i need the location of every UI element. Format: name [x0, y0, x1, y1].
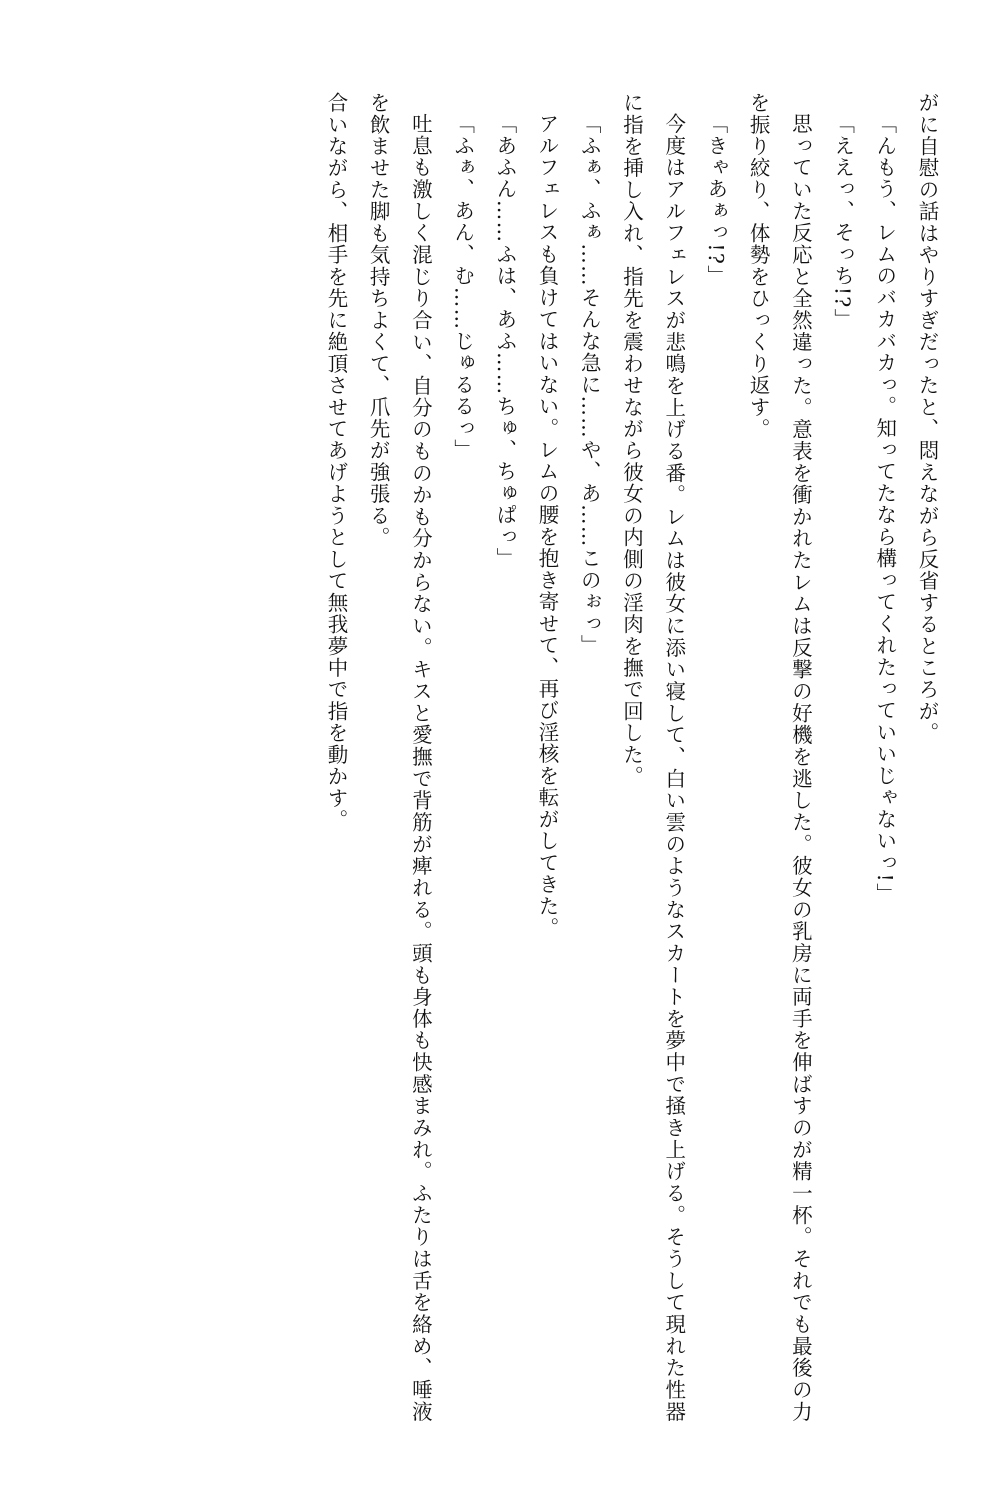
vertical-text-body — [48, 92, 948, 1422]
paragraph: 思っていた反応と全然違った。意表を衝かれたレムは反撃の好機を逃した。彼女の乳房に両手を伸ばすのが精一杯。それでも最後の力を振り絞り、体勢をひっくり返す。 — [746, 92, 813, 1422]
paragraph: アルフェレスも負けてはいない。レムの腰を抱き寄せて、再び淫核を転がしてきた。 — [535, 112, 560, 939]
paragraph: 合いながら、相手を先に絶頂させてあげようとして無我夢中で指を動かす。 — [323, 92, 348, 831]
paragraph: 「あふん……ふは、あふ……ちゅ、ちゅぱっ」 — [492, 112, 517, 569]
paragraph: 吐息も激しく混じり合い、自分のものかも分からない。キスと愛撫で背筋が痺れる。頭も身体も快感まみれ。ふたりは舌を絡め、唾液を飲ませた脚も気持ちよくて、爪先が強張る。 — [366, 92, 433, 1422]
paragraph: 「んもう、レムのバカバカっ。知ってたなら構ってくれたっていいじゃないっ!」 — [872, 112, 897, 905]
paragraph: 「ええっ、そっち!?」 — [830, 112, 855, 330]
paragraph: 今度はアルフェレスが悲鳴を上げる番。レムは彼女に添い寝して、白い雲のようなスカートを夢中で掻き上げる。そうして現れた性器に指を挿し入れ、指先を震わせながら彼女の内側の淫肉を撫で回した。 — [619, 92, 686, 1422]
paragraph: 「きゃあぁっ!?」 — [703, 112, 728, 287]
paragraph: がに自慰の話はやりすぎだったと、悶えながら反省するところが。 — [915, 92, 939, 744]
paragraph: 「ふぁ、ふぁ……そんな急に……や、あ……このぉっ」 — [577, 112, 602, 656]
paragraph: 「ふぁ、あん、む……じゅるるっ」 — [450, 112, 475, 461]
